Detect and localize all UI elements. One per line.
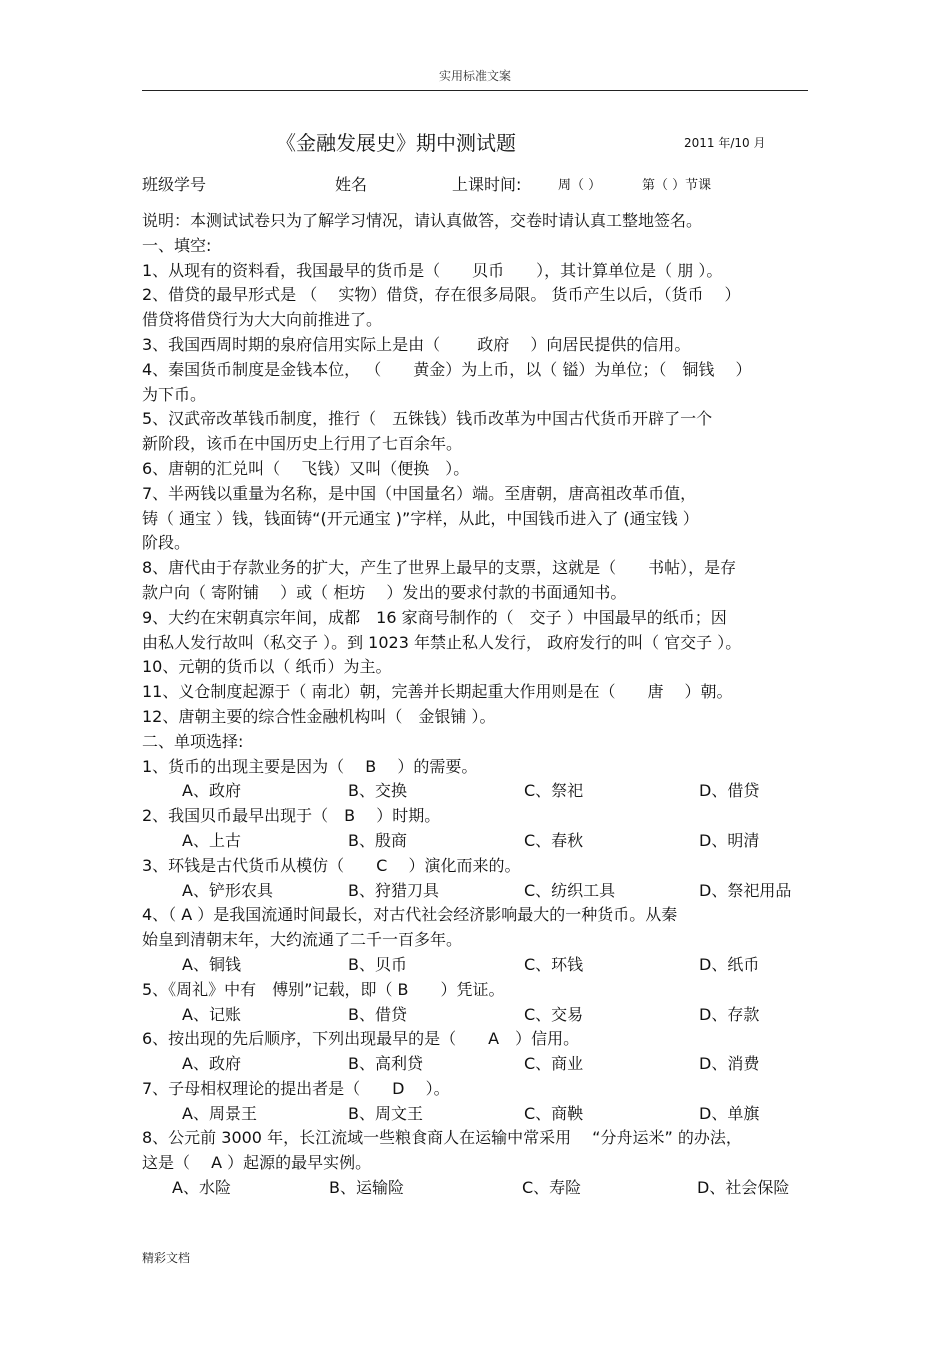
document-title: 《金融发展史》期中测试题 [276,131,516,155]
fill-in-line: 阶段。 [142,533,191,553]
option-row [142,1102,822,1127]
answer-option: A、铜钱 [182,954,241,974]
answer-option: C、商鞅 [524,1103,584,1123]
fill-in-line: 款户向（ 寄附铺 ）或（ 柜坊 ）发出的要求付款的书面通知书。 [142,582,627,602]
option-row [142,879,822,904]
fill-in-line: 3、我国西周时期的泉府信用实际上是由（ 政府 ）向居民提供的信用。 [142,334,691,354]
fill-in-line: 5、汉武帝改革钱币制度，推行（ 五铢钱）钱币改革为中国古代货币开辟了一个 [142,409,713,429]
answer-option: C、环钱 [524,954,584,974]
fill-in-line: 6、唐朝的汇兑叫（ 飞钱）又叫（便换 ）。 [142,458,470,478]
page-header: 实用标准文案 [438,69,511,83]
option-row [142,1052,822,1077]
answer-option: A、周景王 [182,1103,257,1123]
answer-option: C、寿险 [522,1178,582,1198]
answer-option: C、商业 [524,1054,584,1074]
fill-in-line: 为下币。 [142,384,207,404]
question-text: 2、我国贝币最早出现于（ B ）时期。 [142,806,441,826]
answer-option: B、殷商 [348,830,407,850]
answer-option: D、明清 [699,830,760,850]
fill-in-line: 12、唐朝主要的综合性金融机构叫（ 金银铺 ）。 [142,706,496,726]
question-text: 1、货币的出现主要是因为（ B ）的需要。 [142,756,478,776]
fill-in-line: 铸（ 通宝 ）钱，钱面铸“(开元通宝 )”字样，从此，中国钱币进入了 (通宝钱 ） [142,508,699,528]
option-row [142,953,822,978]
answer-option: B、贝币 [348,954,407,974]
option-row [142,829,822,854]
fill-in-line: 11、义仓制度起源于（ 南北）朝，完善并长期起重大作用则是在（ 唐 ）朝。 [142,682,733,702]
document-date: 2011 年/10 月 [684,136,766,150]
header-divider [142,90,808,91]
section1-heading: 一、填空: [142,235,212,255]
fill-in-line: 2、借贷的最早形式是 （ 实物）借贷，存在很多局限。 货币产生以后，（货币 ） [142,285,741,305]
week-field: 周（ ） [558,178,602,193]
answer-option: B、借贷 [348,1004,407,1024]
answer-option: A、铲形农具 [182,880,273,900]
fill-in-line: 1、从现有的资料看，我国最早的货币是（ 贝币 ），其计算单位是（ 朋 ）。 [142,260,723,280]
answer-option: D、借贷 [699,781,760,801]
answer-option: C、春秋 [524,830,584,850]
class-id-label: 班级学号 [142,175,207,194]
answer-option: B、周文王 [348,1103,423,1123]
question-text: 4、（ A ）是我国流通时间最长，对古代社会经济影响最大的一种货币。从秦 [142,905,678,925]
page-footer: 精彩文档 [142,1251,191,1265]
period-field: 第（ ）节课 [642,178,712,193]
name-label: 姓名 [335,175,368,194]
answer-option: A、上古 [182,830,241,850]
fill-in-line: 由私人发行故叫（私交子 ）。到 1023 年禁止私人发行， 政府发行的叫（ 官交子 ）。 [142,632,742,652]
answer-option: A、政府 [182,1054,241,1074]
answer-option: B、狩猎刀具 [348,880,439,900]
answer-option: A、记账 [182,1004,241,1024]
option-row [142,1176,822,1201]
fill-in-line: 8、唐代由于存款业务的扩大，产生了世界上最早的支票，这就是（ 书帖），是存 [142,558,737,578]
question-text: 8、公元前 3000 年，长江流域一些粮食商人在运输中常采用 “分舟运米” 的办法， [142,1128,742,1148]
answer-option: C、祭祀 [524,781,584,801]
class-time-label: 上课时间: [452,175,522,194]
option-row [142,1003,822,1028]
answer-option: A、水险 [172,1178,231,1198]
answer-option: C、交易 [524,1004,584,1024]
answer-option: B、运输险 [329,1178,404,1198]
fill-in-line: 9、大约在宋朝真宗年间，成都 16 家商号制作的（ 交子 ）中国最早的纸币；因 [142,607,727,627]
question-text: 这是（ A ）起源的最早实例。 [142,1153,372,1173]
answer-option: B、高利贷 [348,1054,423,1074]
question-text: 7、子母相权理论的提出者是（ D ）。 [142,1078,450,1098]
choice-section [142,755,822,1201]
answer-option: D、存款 [699,1004,760,1024]
question-text: 3、环钱是古代货币从模仿（ C ）演化而来的。 [142,855,521,875]
answer-option: C、纺织工具 [524,880,616,900]
section2-heading: 二、单项选择: [142,731,244,751]
fill-in-line: 7、半两钱以重量为名称，是中国（中国量名）端。至唐朝，唐高祖改革币值， [142,483,697,503]
question-text: 始皇到清朝末年，大约流通了二千一百多年。 [142,930,463,950]
fill-in-line: 借贷将借贷行为大大向前推进了。 [142,310,383,330]
fill-in-section [142,259,822,730]
exam-content [142,209,822,1201]
answer-option: A、政府 [182,781,241,801]
answer-option: D、单旗 [699,1103,760,1123]
answer-option: D、纸币 [699,954,760,974]
question-text: 5、《周礼》中有 傅别”记载，即（ B ）凭证。 [142,979,505,999]
fill-in-line: 新阶段，该币在中国历史上行用了七百余年。 [142,434,463,454]
option-row [142,779,822,804]
answer-option: B、交换 [348,781,407,801]
question-text: 6、按出现的先后顺序，下列出现最早的是（ A ）信用。 [142,1029,580,1049]
answer-option: D、社会保险 [697,1178,790,1198]
answer-option: D、消费 [699,1054,760,1074]
fill-in-line: 10、元朝的货币以（ 纸币）为主。 [142,657,392,677]
fill-in-line: 4、秦国货币制度是金钱本位， （ 黄金）为上币，以（ 镒）为单位；（ 铜钱 ） [142,359,752,379]
answer-option: D、祭祀用品 [699,880,792,900]
exam-note: 说明：本测试试卷只为了解学习情况，请认真做答，交卷时请认真工整地签名。 [142,211,703,230]
